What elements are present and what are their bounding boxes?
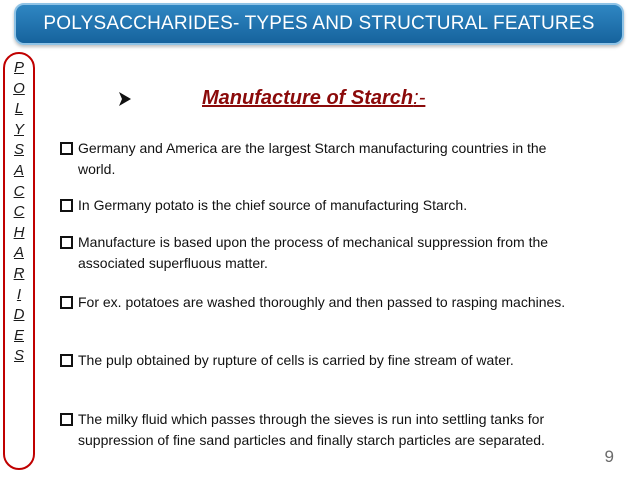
side-letter: L — [14, 100, 24, 118]
slide-title: POLYSACCHARIDES- TYPES AND STRUCTURAL FEATURES — [43, 13, 595, 34]
heading-text — [202, 87, 425, 110]
list-item — [60, 232, 580, 274]
side-letter: S — [13, 141, 24, 159]
list-item — [60, 292, 580, 313]
checkbox-bullet-icon — [60, 413, 73, 426]
bullet-text: Germany and America are the largest Starch manufacturing countries in the world. — [78, 140, 547, 177]
checkbox-bullet-icon — [60, 236, 73, 249]
side-letter: R — [13, 264, 25, 282]
bullet-text: The milky fluid which passes through the sieves is run into settling tanks for suppression of fine sand particles and finally starch particles are separated. — [78, 411, 545, 448]
side-letter: Y — [13, 120, 24, 138]
side-letter: D — [13, 306, 25, 324]
checkbox-bullet-icon — [60, 199, 73, 212]
slide-number: 9 — [604, 447, 614, 466]
side-letter: I — [16, 285, 22, 303]
side-letter: P — [13, 59, 24, 76]
checkbox-bullet-icon — [60, 142, 73, 155]
side-letter: A — [13, 244, 24, 262]
list-item — [60, 138, 580, 180]
title-bar — [14, 3, 624, 45]
side-letter: S — [13, 347, 24, 365]
side-letter: C — [13, 182, 25, 200]
vertical-word-panel — [3, 52, 35, 470]
side-letter: E — [13, 326, 24, 344]
bullet-text: The pulp obtained by rupture of cells is carried by fine stream of water. — [78, 352, 514, 368]
section-heading — [118, 87, 478, 115]
list-item — [60, 409, 580, 451]
bullet-text: In Germany potato is the chief source of manufacturing Starch. — [78, 197, 468, 213]
list-item — [60, 195, 580, 216]
checkbox-bullet-icon — [60, 296, 73, 309]
side-letter: C — [13, 203, 25, 221]
arrow-bullet-icon — [118, 91, 132, 107]
side-letter: O — [13, 79, 25, 97]
side-letter: A — [13, 161, 24, 179]
bullet-text: Manufacture is based upon the process of mechanical suppression from the associated superfluous matter. — [78, 234, 549, 271]
checkbox-bullet-icon — [60, 354, 73, 367]
heading-suffix: :- — [413, 87, 426, 109]
list-item — [60, 350, 580, 371]
bullet-text: For ex. potatoes are washed thoroughly and then passed to rasping machines. — [78, 294, 566, 310]
side-letter: H — [13, 223, 25, 241]
heading-title: Manufacture of Starch — [202, 87, 414, 109]
